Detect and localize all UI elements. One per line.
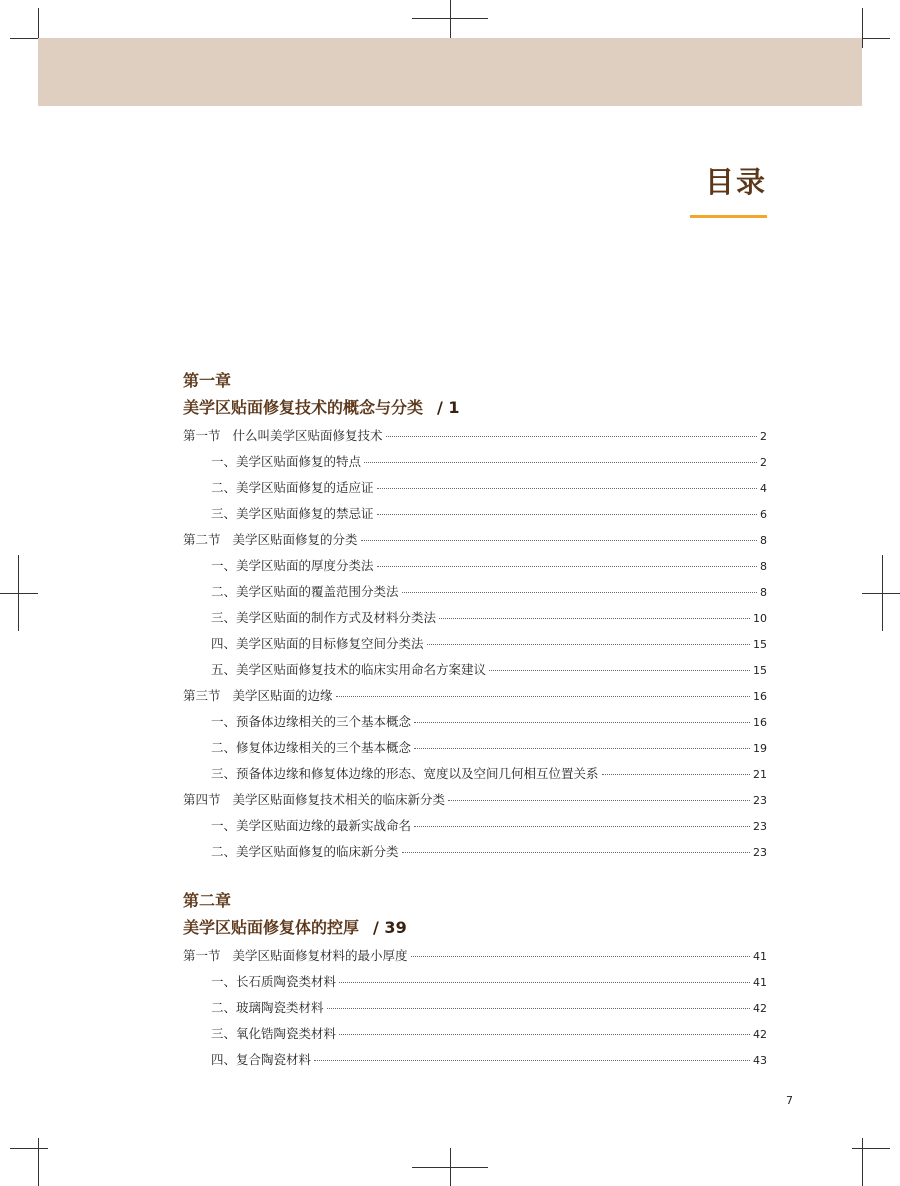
chapter-block	[183, 890, 767, 1073]
dot-leader	[339, 1034, 750, 1035]
entry-page-number: 8	[760, 586, 767, 599]
entry-page-number: 15	[753, 664, 767, 677]
entry-text: 三、美学区贴面的制作方式及材料分类法	[211, 610, 437, 625]
dot-leader	[427, 644, 750, 645]
entry-text: 什么叫美学区贴面修复技术	[232, 428, 383, 443]
toc-item-entry[interactable]	[183, 553, 767, 579]
entry-text: 美学区贴面修复技术相关的临床新分类	[232, 792, 446, 807]
toc-item-entry[interactable]	[183, 709, 767, 735]
toc-item-entry[interactable]	[183, 657, 767, 683]
dot-leader	[377, 514, 757, 515]
toc-section-entry[interactable]	[183, 787, 767, 813]
crop-mark	[862, 8, 863, 48]
dot-leader	[448, 800, 750, 801]
entry-text: 一、预备体边缘相关的三个基本概念	[211, 714, 412, 729]
entry-page-number: 8	[760, 560, 767, 573]
dot-leader	[414, 826, 750, 827]
crop-mark	[882, 555, 883, 631]
entry-page-number: 6	[760, 508, 767, 521]
entry-page-number: 16	[753, 690, 767, 703]
toc-section-entry[interactable]	[183, 423, 767, 449]
toc-item-entry[interactable]	[183, 1021, 767, 1047]
dot-leader	[414, 722, 750, 723]
toc-item-entry[interactable]	[183, 501, 767, 527]
entry-text: 二、美学区贴面修复的适应证	[211, 480, 374, 495]
section-prefix: 第二节	[183, 532, 221, 547]
entry-text: 五、美学区贴面修复技术的临床实用命名方案建议	[211, 662, 487, 677]
section-prefix: 第三节	[183, 688, 221, 703]
toc-section-entry[interactable]	[183, 527, 767, 553]
dot-leader	[314, 1060, 750, 1061]
entry-page-number: 8	[760, 534, 767, 547]
crop-mark	[450, 1148, 451, 1186]
entry-text: 三、预备体边缘和修复体边缘的形态、宽度以及空间几何相互位置关系	[211, 766, 599, 781]
entry-page-number: 15	[753, 638, 767, 651]
dot-leader	[327, 1008, 750, 1009]
entry-page-number: 42	[753, 1002, 767, 1015]
entry-text: 二、美学区贴面修复的临床新分类	[211, 844, 399, 859]
dot-leader	[414, 748, 750, 749]
chapter-page: / 1	[437, 398, 460, 417]
toc-item-entry[interactable]	[183, 475, 767, 501]
dot-leader	[402, 592, 757, 593]
entry-text: 一、美学区贴面的厚度分类法	[211, 558, 374, 573]
entry-page-number: 2	[760, 456, 767, 469]
entry-page-number: 16	[753, 716, 767, 729]
entry-page-number: 23	[753, 820, 767, 833]
chapter-block	[183, 370, 767, 865]
entry-page-number: 2	[760, 430, 767, 443]
toc-item-entry[interactable]	[183, 631, 767, 657]
title-underline	[690, 215, 767, 218]
entry-text: 三、美学区贴面修复的禁忌证	[211, 506, 374, 521]
crop-mark	[10, 1148, 48, 1149]
chapter-label: 第一章	[183, 371, 232, 390]
crop-mark	[862, 1138, 863, 1186]
crop-mark	[38, 1138, 39, 1186]
entry-text: 四、美学区贴面的目标修复空间分类法	[211, 636, 424, 651]
dot-leader	[377, 488, 757, 489]
toc-item-entry[interactable]	[183, 735, 767, 761]
entry-list	[183, 423, 767, 865]
section-prefix: 第一节	[183, 428, 221, 443]
entry-text: 美学区贴面修复材料的最小厚度	[232, 948, 408, 963]
chapter-title-line[interactable]	[183, 917, 767, 939]
entry-text: 一、长石质陶瓷类材料	[211, 974, 337, 989]
entry-text: 三、氧化锆陶瓷类材料	[211, 1026, 337, 1041]
dot-leader	[336, 696, 750, 697]
entry-page-number: 10	[753, 612, 767, 625]
crop-mark	[0, 593, 38, 594]
chapter-title: 美学区贴面修复体的控厚	[183, 918, 360, 937]
dot-leader	[339, 982, 750, 983]
dot-leader	[411, 956, 750, 957]
dot-leader	[402, 852, 750, 853]
entry-page-number: 21	[753, 768, 767, 781]
crop-mark	[852, 1148, 890, 1149]
toc-item-entry[interactable]	[183, 449, 767, 475]
chapter-title: 美学区贴面修复技术的概念与分类	[183, 398, 424, 417]
entry-page-number: 43	[753, 1054, 767, 1067]
dot-leader	[602, 774, 750, 775]
entry-page-number: 23	[753, 846, 767, 859]
entry-page-number: 41	[753, 950, 767, 963]
chapter-page: / 39	[373, 918, 407, 937]
dot-leader	[439, 618, 750, 619]
entry-list	[183, 943, 767, 1073]
entry-text: 二、玻璃陶瓷类材料	[211, 1000, 324, 1015]
toc-item-entry[interactable]	[183, 813, 767, 839]
chapter-label: 第二章	[183, 891, 232, 910]
entry-page-number: 41	[753, 976, 767, 989]
toc-item-entry[interactable]	[183, 969, 767, 995]
toc-item-entry[interactable]	[183, 995, 767, 1021]
dot-leader	[489, 670, 750, 671]
entry-text: 二、修复体边缘相关的三个基本概念	[211, 740, 412, 755]
entry-text: 二、美学区贴面的覆盖范围分类法	[211, 584, 399, 599]
entry-text: 一、美学区贴面修复的特点	[211, 454, 362, 469]
dot-leader	[364, 462, 757, 463]
toc-item-entry[interactable]	[183, 839, 767, 865]
toc-item-entry[interactable]	[183, 605, 767, 631]
page-title: 目录	[704, 165, 767, 199]
chapter-title-line[interactable]	[183, 397, 767, 419]
dot-leader	[377, 566, 757, 567]
toc-section-entry[interactable]	[183, 943, 767, 969]
toc-item-entry[interactable]	[183, 1047, 767, 1073]
dot-leader	[386, 436, 757, 437]
section-prefix: 第四节	[183, 792, 221, 807]
crop-mark	[18, 555, 19, 631]
entry-text: 美学区贴面修复的分类	[232, 532, 358, 547]
crop-mark	[862, 593, 900, 594]
entry-page-number: 42	[753, 1028, 767, 1041]
entry-text: 四、复合陶瓷材料	[211, 1052, 312, 1067]
crop-mark	[450, 0, 451, 38]
header-band	[38, 38, 862, 106]
toc-item-entry[interactable]	[183, 579, 767, 605]
toc-section-entry[interactable]	[183, 683, 767, 709]
section-prefix: 第一节	[183, 948, 221, 963]
entry-page-number: 4	[760, 482, 767, 495]
entry-text: 一、美学区贴面边缘的最新实战命名	[211, 818, 412, 833]
entry-text: 美学区贴面的边缘	[232, 688, 333, 703]
page-number: 7	[786, 1094, 793, 1107]
dot-leader	[361, 540, 757, 541]
toc-item-entry[interactable]	[183, 761, 767, 787]
entry-page-number: 19	[753, 742, 767, 755]
entry-page-number: 23	[753, 794, 767, 807]
